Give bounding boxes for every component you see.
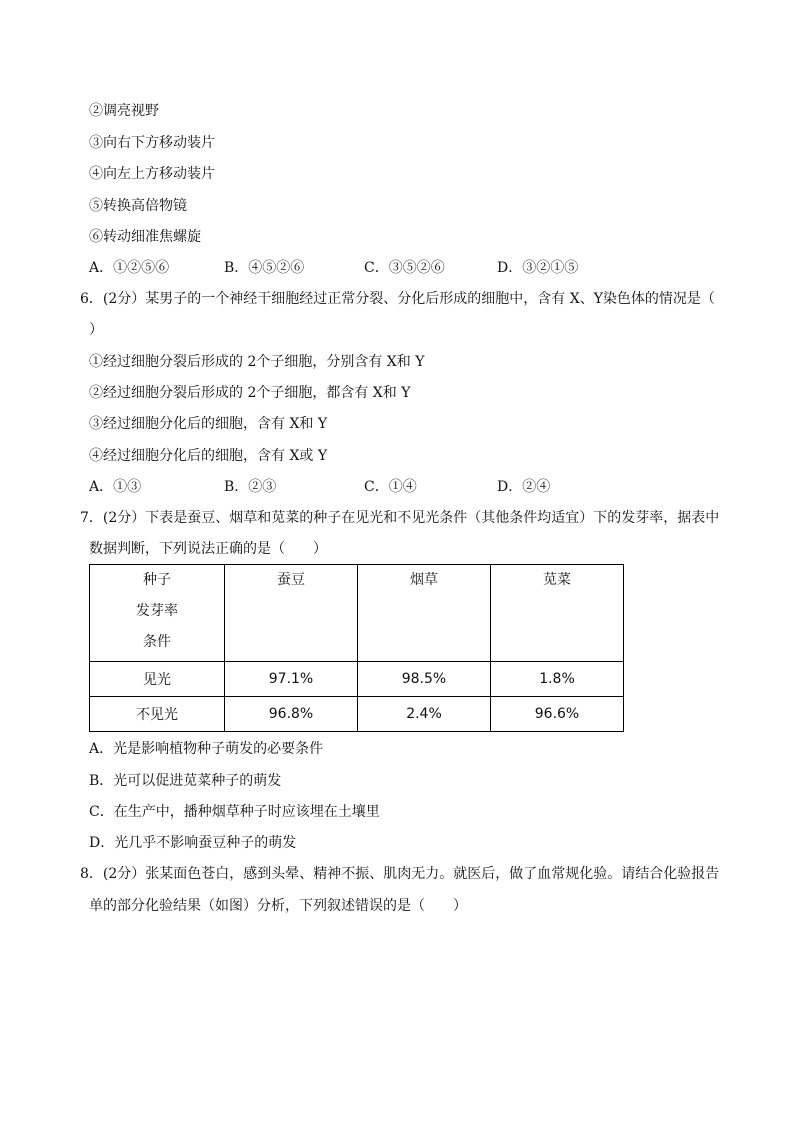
table-corner-cell xyxy=(90,565,225,662)
table-cell: 96.8% xyxy=(225,697,358,732)
table-cell: 97.1% xyxy=(225,662,358,697)
q5-option-c: C．③⑤②⑥ xyxy=(364,260,445,276)
germination-table xyxy=(89,564,624,732)
table-cell: 1.8% xyxy=(491,662,624,697)
corner-label-condition: 条件 xyxy=(143,634,171,650)
q5-option-a: A．①②⑤⑥ xyxy=(89,260,170,276)
q6-stem: 6．(2分）某男子的一个神经干细胞经过正常分裂、分化后形成的细胞中，含有 X、Y染色体的情况是（ xyxy=(80,291,715,307)
row-label: 见光 xyxy=(90,662,225,697)
q6-stem-cont: ） xyxy=(89,322,103,338)
column-header: 蚕豆 xyxy=(225,565,358,662)
q7-option-c: C．在生产中，播种烟草种子时应该埋在土壤里 xyxy=(89,804,380,820)
q6-item-4: ④经过细胞分化后的细胞，含有 X或 Y xyxy=(89,448,328,464)
q6-option-d: D．②④ xyxy=(497,479,551,495)
table-row xyxy=(90,697,624,732)
table-cell: 98.5% xyxy=(358,662,491,697)
table-row xyxy=(90,662,624,697)
q5-item-2: ②调亮视野 xyxy=(89,103,159,119)
column-header: 烟草 xyxy=(358,565,491,662)
q6-option-a: A．①③ xyxy=(89,479,142,495)
q5-item-4: ④向左上方移动装片 xyxy=(89,166,215,182)
table-cell: 2.4% xyxy=(358,697,491,732)
q5-option-d: D．③②①⑤ xyxy=(497,260,579,276)
column-header: 苋菜 xyxy=(491,565,624,662)
q8-stem: 8．(2分）张某面色苍白，感到头晕、精神不振、肌肉无力。就医后，做了血常规化验。请结合化验报告 xyxy=(80,866,720,882)
q7-option-d: D．光几乎不影响蚕豆种子的萌发 xyxy=(89,835,297,851)
q5-option-b: B．④⑤②⑥ xyxy=(224,260,305,276)
q6-option-c: C．①④ xyxy=(364,479,417,495)
q8-stem-cont: 单的部分化验结果（如图）分析，下列叙述错误的是（ ） xyxy=(89,898,467,914)
q6-item-2: ②经过细胞分裂后形成的 2个子细胞，都含有 X和 Y xyxy=(89,385,411,401)
q7-option-b: B．光可以促进苋菜种子的萌发 xyxy=(89,773,282,789)
q7-stem: 7．(2分）下表是蚕豆、烟草和苋菜的种子在见光和不见光条件（其他条件均适宜）下的发芽率，据表中 xyxy=(80,510,720,526)
q5-item-6: ⑥转动细准焦螺旋 xyxy=(89,229,201,245)
q7-option-a: A．光是影响植物种子萌发的必要条件 xyxy=(89,741,324,757)
table-cell: 96.6% xyxy=(491,697,624,732)
corner-label-rate: 发芽率 xyxy=(136,603,178,619)
q7-stem-cont: 数据判断，下列说法正确的是（ ） xyxy=(89,541,327,557)
table-header-row xyxy=(90,565,624,662)
q5-item-5: ⑤转换高倍物镜 xyxy=(89,198,187,214)
q5-item-3: ③向右下方移动装片 xyxy=(89,135,215,151)
q6-option-b: B．②③ xyxy=(224,479,277,495)
row-label: 不见光 xyxy=(90,697,225,732)
q6-item-3: ③经过细胞分化后的细胞，含有 X和 Y xyxy=(89,416,328,432)
corner-label-seed: 种子 xyxy=(143,572,171,588)
q6-item-1: ①经过细胞分裂后形成的 2个子细胞，分别含有 X和 Y xyxy=(89,354,425,370)
